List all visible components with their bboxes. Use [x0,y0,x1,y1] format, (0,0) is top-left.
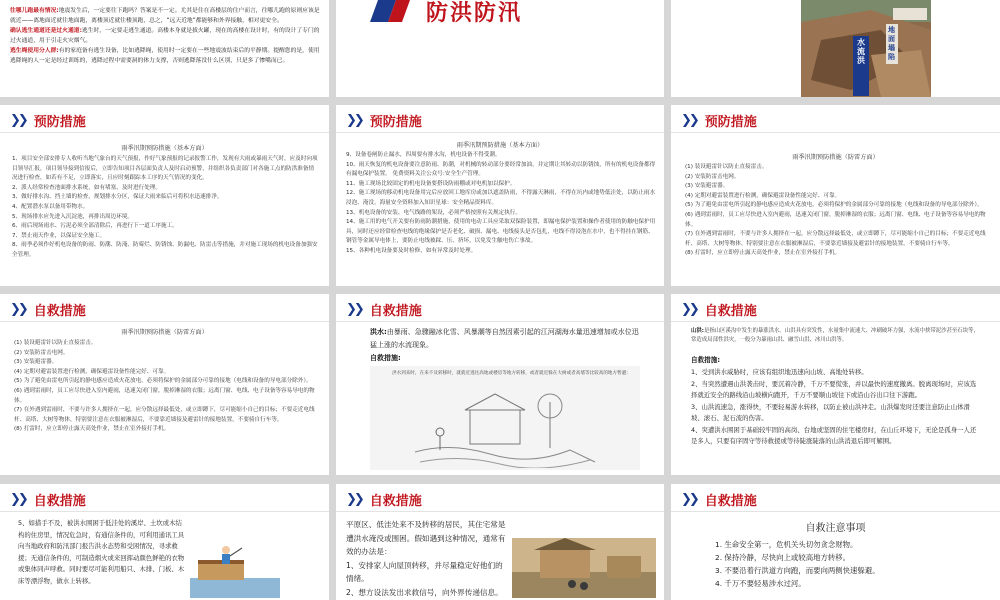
list-item: 3. 不要沿着行洪道方向跑，而要向两侧快速躲避。 [715,566,880,575]
slide-header [346,490,422,508]
slide-thumbnail-7[interactable] [0,294,329,475]
header-divider [336,321,664,322]
list-item: (7) 在外遇到雷雨时，不要与许多人拥挤在一起，应分散远择最低处，或立即蹲下，尽可能缩小自己的目标；不要走近电线杆、高塔、大树等物体，特别要注意在衣服被淋湿后，不要靠近墙接及避雷针的接地装置，不要骑自行车等。 [685,231,986,247]
list-item: 2、想方设法发出求救信号，向外界传递信息。 [346,587,503,597]
slide-thumbnail-8[interactable] [336,294,664,475]
list-item: 2、当突然遭遇山洪袭击时，要沉着冷静，千万不要慌张，并以最快的速度撤离。脱离现场时，应该选择就近安全的路线沿山坡横向跑开，千万不要顺山坡往下或沿山谷出口往下游跑。 [691,379,977,399]
item-label: 确认逃生通道还是过火通道: [10,28,82,34]
list-item: (5) 为了避免由雷电所引起的静电感应造成火花放电，必须将保护的金属部分可靠的接地（电线和设备的导电部分除外）。 [14,378,312,385]
list-item: (1) 装设避雷针以防止直接雷击。 [685,164,768,170]
list-item: 4. 千万不要轻易涉水过河。 [715,579,806,588]
list-item: 6、雨后现场雨水、污泥必须全部清除后，再进行下一道工序施工。 [12,223,178,230]
self-rescue-label: 自救措施: [370,354,401,362]
header-divider [336,511,664,512]
chevron-right-icon: ❯❯ [346,112,362,128]
header-divider [0,321,329,322]
slide-thumbnail-4[interactable] [0,105,329,286]
list-item: (4) 定期对避雷装置进行检测，确保避雷设备性能完好、可靠。 [685,192,841,199]
slide-header [681,111,757,129]
slide-thumbnail-3[interactable] [671,0,1000,97]
slide-thumbnail-2[interactable] [336,0,664,97]
slide-1-body [10,6,320,66]
list-item: (8) 打雷时，应立即停止露天高处作业，禁止在室外接打手机。 [685,250,841,257]
photo-caption-right: 地面塌陷 [888,26,895,61]
list-item: 9、设备卷闸防止漏水，四周要有排水沟，机电设备不得受潮。 [346,152,501,158]
list-item: 7、禁止雨天作业，以保证安全施工。 [12,232,106,239]
list-item: 3、山洪流速急，涨得快，不要轻易游水转移，以防止被山洪冲走。山洪爆发时还要注意防止山体滑坡、滚石、泥石流的伤害。 [691,402,970,422]
slide-header [346,300,422,318]
list-item: 4、配置潜水泵以备用带物水。 [12,203,89,210]
item-text: 逃生时，一定要走逃生通道。高楼本身就是拔火罐，现在的高楼在设计时，有的设计了专门的过火通道，用于引走火灾烟气。 [10,28,320,44]
chevron-right-icon: ❯❯ [681,491,697,507]
list-item: (5) 为了避免由雷电所引起的静电感应造成火花放电，必须将保护的金属部分可靠的接地（电线和设备的导电部分除外）。 [685,202,983,209]
list-item: 4、突遭洪水围困于基础较牢固的高岗、台地或坚固的住宅楼房时，在山丘环境下，无论是孤身一人还是多人，只要有序固守等待救援或等待陡涨陡落的山洪消退后即可解围。 [691,425,977,445]
chevron-right-icon: ❯❯ [681,301,697,317]
list-item: 15、各种机电设备要及时检修，如有异常及时处理。 [346,247,477,254]
chevron-right-icon: ❯❯ [346,301,362,317]
slide-2-title: 防洪防汛 [426,1,523,26]
list-item: (1) 装设避雷针以防止直接雷击。 [14,340,97,346]
slide-thumbnail-9[interactable] [671,294,1000,475]
list-item: (6) 遇到雷雨时，员工应尽快进入室内避雨，迅速关闭门窗，脱掉淋湿的衣服；远离门窗、电线、电子设备等容易导电的物体。 [685,211,986,228]
flood-illustration [370,366,640,470]
header-divider [0,511,329,512]
photo-caption-left: 水流洪 [857,38,865,65]
list-item: (6) 遇到雷雨时，员工应尽快进入室内避雨，迅速关闭门窗，脱掉淋湿的衣服；远离门窗、电线、电子设备等容易导电的物体。 [14,387,315,404]
list-item: (7) 在外遇到雷雨时，不要与许多人拥挤在一起，应分散远择最低处，或立即蹲下，尽可能缩小自己的目标；不要走近电线杆、高塔、大树等物体，特别要注意在衣服被淋湿后，不要靠近墙接及避雷针的接地装置，不要骑自行车等。 [14,407,315,423]
list-item: 1. 生命安全第一，危机关头切勿贪念财物。 [715,540,858,549]
flood-rescue-illustration [190,546,280,598]
slide-10-body: 5、如措手不及，被洪水围困于低洼处的溪岸、土坎或木结构的住房里，情况危急时，有通信条件的，可利用通讯工具向当地政府和防汛部门报告洪水态势和受困情况，寻求救援；无通信条件的，可制造烟火或来回挥动颜色鲜艳的衣物或集体同声呼救。同时要尽可能利用船只、木排、门板、木床等漂浮物，做水上转移。 [18,519,185,585]
slide-4-body [12,155,318,261]
list-item: 1、安排家人向屋顶转移，并尽量稳定好他们的情绪。 [346,560,503,583]
chevron-right-icon: ❯❯ [10,301,26,317]
header-divider [0,132,329,133]
illustration-caption: 洪水到来时，在来不及转移时，就就近逃往高地或楼房等地方转移，或者就近躲在大树或者高墙等比较高的地方暂避： [392,371,631,376]
intro-text: 平原区、低洼处来不及转移的居民，其住宅常是遭洪水淹没或围困。假如遇到这种情况，通常有效的办法是： [346,520,506,556]
chevron-right-icon: ❯❯ [346,491,362,507]
slide-title: 预防措施 [704,114,757,130]
mountain-flood-text: 是指山区溪沟中发生的暴涨洪水。山洪具有突发性，水量集中流速大、冲刷破坏力强，水流中挟带泥沙甚至石块等，常造成局部性洪灾，一般分为暴雨山洪、融雪山洪、冰川山洪等。 [691,328,979,343]
slide-title: 预防措施 [369,114,422,130]
header-divider [671,511,1000,512]
flood-definition [370,326,642,352]
flooded-house-photo [512,538,656,598]
slide-header [10,490,86,508]
slide-header [10,111,86,129]
flood-text: 由暴雨、急骤融冰化雪、风暴潮等自然因素引起的江河湖海水量迅速增加或水位迅猛上涨的水流现象。 [370,328,639,349]
slide-7-body [14,339,318,435]
slide-subtitle: 雨季汛期预防措施（基本方面） [121,145,208,152]
item-text: 有的家庭备有逃生设备，比如逃降绳，使用时一定要在一些地震波结束后的平静期。提醒您的是，使用逃降绳的人一定是经过训练的，逃降过程中需要洞的体力支撑，否则逃降落没什么区别，只是多了惨嘴而已。 [10,48,320,64]
slide-thumbnail-6[interactable] [671,105,1000,286]
list-item: 8、雨季必须作好机电设备的防雨、防潮、防淹、防霉烂、防锈蚀、防漏电、防雷击等措施，并对施工现场的机电设备加强安全管理。 [12,242,318,258]
landslide-photo [671,0,1000,97]
slide-title: 自救措施 [704,493,757,509]
slide-9-body [691,367,981,448]
flood-sketch [410,392,600,468]
flood-label: 洪水: [370,328,387,336]
header-divider [336,132,664,133]
list-item: 5、现场排水应先进入沉淀池，再排出周边环境。 [12,213,134,220]
slide-5-body [346,151,656,257]
chevron-right-icon: ❯❯ [10,112,26,128]
list-item: 12、施工现场的移动机电设备用完后应放回工地库房或加以遮盖防雨，不得露天淋雨，不得在坑内或地势低洼处，以防止雨水浸泡、淹没。海量安全资料加入知识星球：安全精品资料库。 [346,190,656,206]
list-item: 3、做好排水沟、挡土墙的检查，规划排水分区，保证大雨来临后可将积水迅速排净。 [12,194,223,201]
slide-title: 预防措施 [33,114,86,130]
slide-6-body [685,163,987,259]
slide-title: 自救措施 [33,303,86,319]
list-item: 1、受到洪水威胁时，应该有组织地迅速向山坡、高地处转移。 [691,368,868,376]
item-label: 往哪儿跑最有情况: [10,8,59,14]
notes-heading: 自救注意事项 [805,523,866,534]
list-item: 11、施工现场比较固定的机电设备要搭设防雨棚或对电机加以保护。 [346,180,516,187]
slide-thumbnail-1[interactable] [0,0,329,97]
slide-header [681,490,757,508]
slide-12-body [715,538,975,590]
slide-subtitle: 雨季汛期预防措施（防雷方面） [121,329,208,336]
list-item: (8) 打雷时，应立即停止露天高处作业，禁止在室外接打手机。 [14,426,170,433]
slide-subtitle: 雨季汛期预防措施（基本方面） [456,142,544,149]
list-item: 10、雨天恢复的机电设备要注意防雨、防潮，对机械的转动部分要经常加油，并定期让其转动以防锈蚀，所有的机电设备都得有漏电保护装置。 免费资料关注公众号:安全生产管理。 [346,161,656,178]
list-item: 2. 保持冷静，尽快向上或较高地方转移。 [715,553,851,562]
list-item: 1、项目安全部安排专人收听当地气象台的天气预报，作好气象预报的记录报警工作，发现有大雨或暴雨天气时，应及时向项目领导汇报，项目领导接到信报后，立即告知项目各层面负责人及时启动预警，并组织各负责部门对各施工点的防洪准备情况进行检查，如若有不足，立即落实，且应时刻跟踪本工序的天气情况的变化。 [12,156,318,182]
slide-title: 自救措施 [704,303,757,319]
slide-title: 自救措施 [369,493,422,509]
slide-header [346,111,422,129]
slide-thumbnail-10[interactable] [0,484,329,600]
list-item: (2) 安装防雷击电网。 [685,173,740,180]
slide-header [10,300,86,318]
list-item: (4) 定期对避雷装置进行检测，确保避雷设备性能完好、可靠。 [14,368,170,375]
header-divider [671,321,1000,322]
slide-thumbnail-11[interactable] [336,484,664,600]
mountain-flood-label: 山洪: [691,328,704,334]
self-rescue-label: 自救措施: [691,356,721,364]
slide-title: 自救措施 [369,303,422,319]
list-item: (3) 安装避雷器。 [685,183,729,190]
header-divider [671,132,1000,133]
slide-header [681,300,757,318]
slide-thumbnail-12[interactable] [671,484,1000,600]
slide-thumbnail-5[interactable] [336,105,664,286]
slide-11-body [346,518,506,599]
item-text: 地震发生后，一定要往下跑吗？答案是不一定。尤其是住在高楼层的住户而言，往哪儿跑的原则应该是就近——离地面近就往地面跑，离楼顶近就往楼顶跑，总之，“远天近地”都能够和外界接触，相对更安全。 [10,8,320,24]
list-item: 13、机电设备的安装、电气线路的架设，必须严格按照有关规定执行。 [346,209,521,216]
mountain-flood-intro [691,327,983,345]
chevron-right-icon: ❯❯ [681,112,697,128]
list-item: (3) 安装避雷器。 [14,359,58,366]
list-item: 14、施工用的电气开关要有防雨防潮措施，使用的电动工具应采取双保险装置，即漏电保护装置和操作者使用的防触电保护用具，同时还应经常检查电线的绝缘保护是否老化、破损、漏电、电线接头是否包扎，电线不得浸泡在水中，也不得挂在钢筋、钢管等金属导电体上，要防止电线被踩、压、挤坏，以免发生触电伤亡事故。 [346,219,656,245]
slide-title: 自救措施 [33,493,86,509]
slide-subtitle: 雨季汛期预防措施（防雷方面） [792,154,879,161]
list-item: 2、派人经常检查池面排水系统，如有堵塞，及时进行处理。 [12,184,161,191]
list-item: (2) 安装防雷击电网。 [14,349,69,356]
chevron-right-icon: ❯❯ [10,491,26,507]
item-label: 逃生绳使用分人群: [10,48,59,54]
